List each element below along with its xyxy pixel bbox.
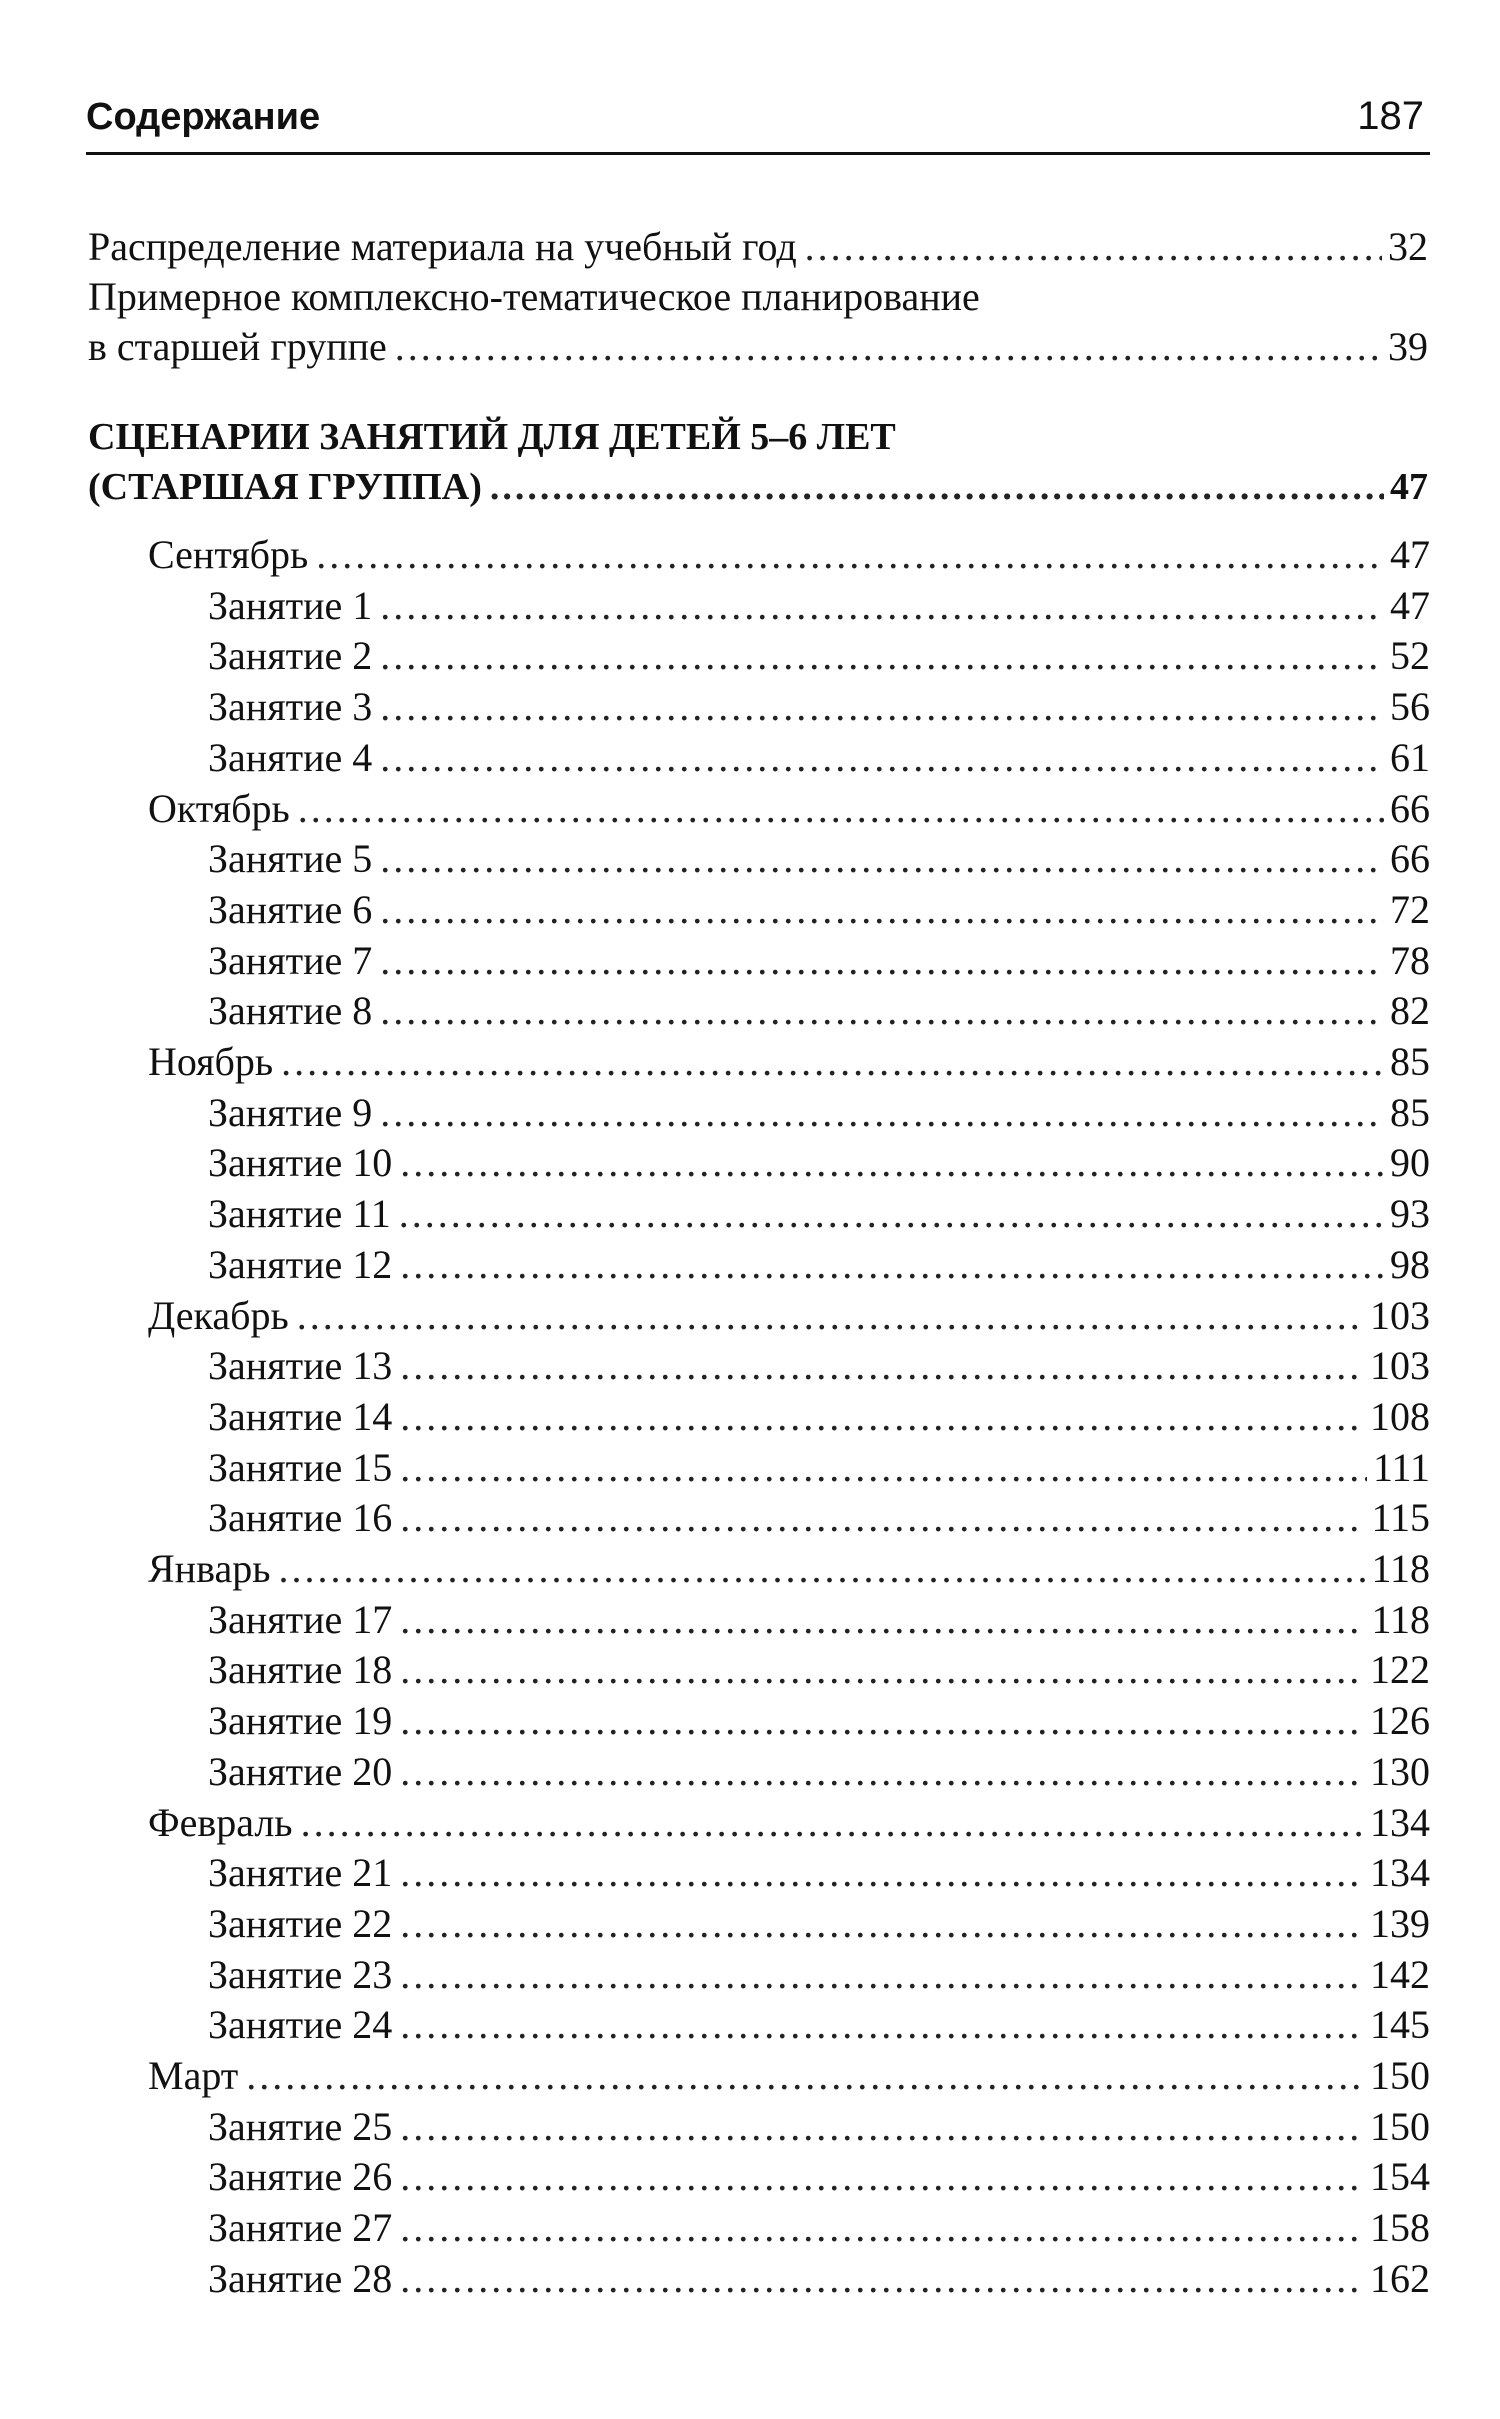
lesson-page: 56 [1390, 684, 1430, 729]
lesson-label: Занятие 9 [208, 1090, 373, 1135]
toc-entry-page: 32 [1388, 224, 1428, 269]
dot-leader [278, 1544, 1365, 1594]
toc-lesson-entry[interactable] [208, 1950, 1430, 2000]
dot-leader [400, 1443, 1367, 1493]
dot-leader [400, 2102, 1364, 2152]
dot-leader [380, 885, 1384, 935]
toc-lesson-entry[interactable] [208, 2203, 1430, 2253]
dot-leader [297, 1291, 1364, 1341]
lesson-page: 130 [1370, 1749, 1430, 1794]
dot-leader [380, 682, 1384, 732]
lesson-label: Занятие 12 [208, 1242, 393, 1287]
toc-lesson-entry[interactable] [208, 2102, 1430, 2152]
toc-lesson-entry[interactable] [208, 1341, 1430, 1391]
lesson-label: Занятие 25 [208, 2104, 393, 2149]
dot-leader [400, 1138, 1384, 1188]
month-name: Октябрь [148, 786, 290, 831]
section-page: 47 [1390, 466, 1428, 508]
toc-entry-page: 39 [1388, 324, 1428, 369]
lesson-page: 52 [1390, 633, 1430, 678]
lesson-page: 111 [1372, 1445, 1430, 1490]
lesson-label: Занятие 19 [208, 1698, 393, 1743]
dot-leader [246, 2051, 1364, 2101]
lesson-page: 47 [1390, 583, 1430, 628]
toc-lesson-entry[interactable] [208, 2000, 1430, 2050]
lesson-label: Занятие 23 [208, 1952, 393, 1997]
dot-leader [380, 834, 1384, 884]
lesson-label: Занятие 5 [208, 836, 373, 881]
toc-lesson-entry[interactable] [208, 2152, 1430, 2202]
month-name: Декабрь [148, 1293, 289, 1338]
toc-lesson-entry[interactable] [208, 885, 1430, 935]
lesson-page: 98 [1390, 1242, 1430, 1287]
toc-lesson-entry[interactable] [208, 936, 1430, 986]
dot-leader [380, 936, 1384, 986]
dot-leader [400, 1645, 1364, 1695]
dot-leader [380, 631, 1384, 681]
lesson-page: 103 [1370, 1343, 1430, 1388]
dot-leader [395, 322, 1382, 372]
toc-lesson-entry[interactable] [208, 682, 1430, 732]
toc-entry-title: Распределение материала на учебный год [88, 224, 797, 269]
toc-lesson-entry[interactable] [208, 1595, 1430, 1645]
dot-leader [380, 581, 1384, 631]
dot-leader [400, 2203, 1364, 2253]
toc-lesson-entry[interactable] [208, 1848, 1430, 1898]
toc-lesson-entry[interactable] [208, 1899, 1430, 1949]
section-title-line1: СЦЕНАРИИ ЗАНЯТИЙ ДЛЯ ДЕТЕЙ 5–6 ЛЕТ [88, 416, 896, 458]
dot-leader [316, 530, 1384, 580]
dot-leader [298, 784, 1384, 834]
month-page: 134 [1370, 1800, 1430, 1845]
toc-lesson-entry[interactable] [208, 733, 1430, 783]
month-name: Сентябрь [148, 532, 309, 577]
dot-leader [301, 1798, 1364, 1848]
month-page: 85 [1390, 1039, 1430, 1084]
lesson-page: 72 [1390, 887, 1430, 932]
lesson-label: Занятие 17 [208, 1597, 393, 1642]
dot-leader [400, 1848, 1364, 1898]
lesson-page: 118 [1371, 1597, 1430, 1642]
dot-leader [400, 1696, 1364, 1746]
lesson-page: 158 [1370, 2205, 1430, 2250]
toc-month-entry[interactable] [148, 784, 1430, 834]
lesson-page: 85 [1390, 1090, 1430, 1135]
lesson-label: Занятие 11 [208, 1191, 391, 1236]
dot-leader [490, 462, 1384, 512]
dot-leader [380, 986, 1384, 1036]
month-name: Январь [148, 1546, 271, 1591]
lesson-label: Занятие 21 [208, 1850, 393, 1895]
running-head [86, 92, 1430, 155]
page-number: 187 [1357, 94, 1424, 138]
lesson-page: 134 [1370, 1850, 1430, 1895]
dot-leader [400, 1240, 1384, 1290]
lesson-page: 78 [1390, 938, 1430, 983]
lesson-page: 162 [1370, 2256, 1430, 2301]
toc-month-entry[interactable] [148, 1544, 1430, 1594]
lesson-label: Занятие 18 [208, 1647, 393, 1692]
lesson-label: Занятие 20 [208, 1749, 393, 1794]
lesson-label: Занятие 3 [208, 684, 373, 729]
month-page: 103 [1370, 1293, 1430, 1338]
toc-entry[interactable] [88, 222, 1428, 272]
section-title-line2: (СТАРШАЯ ГРУППА) [88, 466, 482, 508]
dot-leader [400, 2152, 1364, 2202]
month-name: Февраль [148, 1800, 293, 1845]
month-page: 66 [1390, 786, 1430, 831]
toc-month-entry[interactable] [148, 530, 1430, 580]
toc-lesson-entry[interactable] [208, 1138, 1430, 1188]
dot-leader [380, 1088, 1384, 1138]
dot-leader [281, 1037, 1384, 1087]
dot-leader [400, 1493, 1365, 1543]
toc-entry-title: в старшей группе [88, 324, 387, 369]
toc-lesson-entry[interactable] [208, 1392, 1430, 1442]
toc-lesson-entry[interactable] [208, 834, 1430, 884]
dot-leader [400, 2254, 1364, 2304]
lesson-label: Занятие 10 [208, 1140, 393, 1185]
toc-month-entry[interactable] [148, 1291, 1430, 1341]
lesson-label: Занятие 2 [208, 633, 373, 678]
lesson-label: Занятие 7 [208, 938, 373, 983]
lesson-page: 93 [1390, 1191, 1430, 1236]
dot-leader [399, 1189, 1384, 1239]
toc-lesson-entry[interactable] [208, 1189, 1430, 1239]
lesson-label: Занятие 8 [208, 988, 373, 1033]
lesson-label: Занятие 26 [208, 2154, 393, 2199]
month-page: 118 [1371, 1546, 1430, 1591]
toc-lesson-entry[interactable] [208, 1645, 1430, 1695]
lesson-page: 82 [1390, 988, 1430, 1033]
lesson-page: 142 [1370, 1952, 1430, 1997]
month-page: 150 [1370, 2053, 1430, 2098]
lesson-label: Занятие 14 [208, 1394, 393, 1439]
toc-month-entry[interactable] [148, 1798, 1430, 1848]
lesson-label: Занятие 24 [208, 2002, 393, 2047]
dot-leader [400, 1341, 1364, 1391]
toc-month-entry[interactable] [148, 2051, 1430, 2101]
lesson-label: Занятие 16 [208, 1495, 393, 1540]
month-page: 47 [1390, 532, 1430, 577]
lesson-label: Занятие 22 [208, 1901, 393, 1946]
toc-lesson-entry[interactable] [208, 2254, 1430, 2304]
lesson-page: 108 [1370, 1394, 1430, 1439]
running-head-title: Содержание [86, 96, 321, 138]
lesson-page: 126 [1370, 1698, 1430, 1743]
dot-leader [400, 1747, 1364, 1797]
lesson-label: Занятие 6 [208, 887, 373, 932]
lesson-label: Занятие 1 [208, 583, 373, 628]
lesson-label: Занятие 28 [208, 2256, 393, 2301]
dot-leader [805, 222, 1382, 272]
toc-section-entry[interactable] [88, 462, 1428, 512]
lesson-page: 90 [1390, 1140, 1430, 1185]
month-name: Март [148, 2053, 239, 2098]
toc-lesson-entry[interactable] [208, 1696, 1430, 1746]
lesson-page: 145 [1370, 2002, 1430, 2047]
toc-lesson-entry[interactable] [208, 1240, 1430, 1290]
toc-lesson-entry[interactable] [208, 1747, 1430, 1797]
toc-lesson-entry[interactable] [208, 581, 1430, 631]
dot-leader [400, 1899, 1364, 1949]
toc-month-entry[interactable] [148, 1037, 1430, 1087]
toc-lesson-entry[interactable] [208, 1443, 1430, 1493]
lesson-label: Занятие 13 [208, 1343, 393, 1388]
lesson-label: Занятие 4 [208, 735, 373, 780]
lesson-page: 122 [1370, 1647, 1430, 1692]
month-name: Ноябрь [148, 1039, 274, 1084]
toc-entry[interactable] [88, 322, 1428, 372]
toc-lesson-entry[interactable] [208, 631, 1430, 681]
lesson-page: 115 [1371, 1495, 1430, 1540]
lesson-label: Занятие 15 [208, 1445, 393, 1490]
dot-leader [380, 733, 1384, 783]
toc-lesson-entry[interactable] [208, 1493, 1430, 1543]
lesson-page: 66 [1390, 836, 1430, 881]
dot-leader [400, 2000, 1364, 2050]
toc-lesson-entry[interactable] [208, 1088, 1430, 1138]
toc-entry-title-line1: Примерное комплексно-тематическое планирование [88, 274, 980, 319]
lesson-page: 61 [1390, 735, 1430, 780]
lesson-page: 154 [1370, 2154, 1430, 2199]
dot-leader [400, 1595, 1365, 1645]
lesson-page: 139 [1370, 1901, 1430, 1946]
lesson-label: Занятие 27 [208, 2205, 393, 2250]
toc-lesson-entry[interactable] [208, 986, 1430, 1036]
lesson-page: 150 [1370, 2104, 1430, 2149]
dot-leader [400, 1392, 1364, 1442]
dot-leader [400, 1950, 1364, 2000]
